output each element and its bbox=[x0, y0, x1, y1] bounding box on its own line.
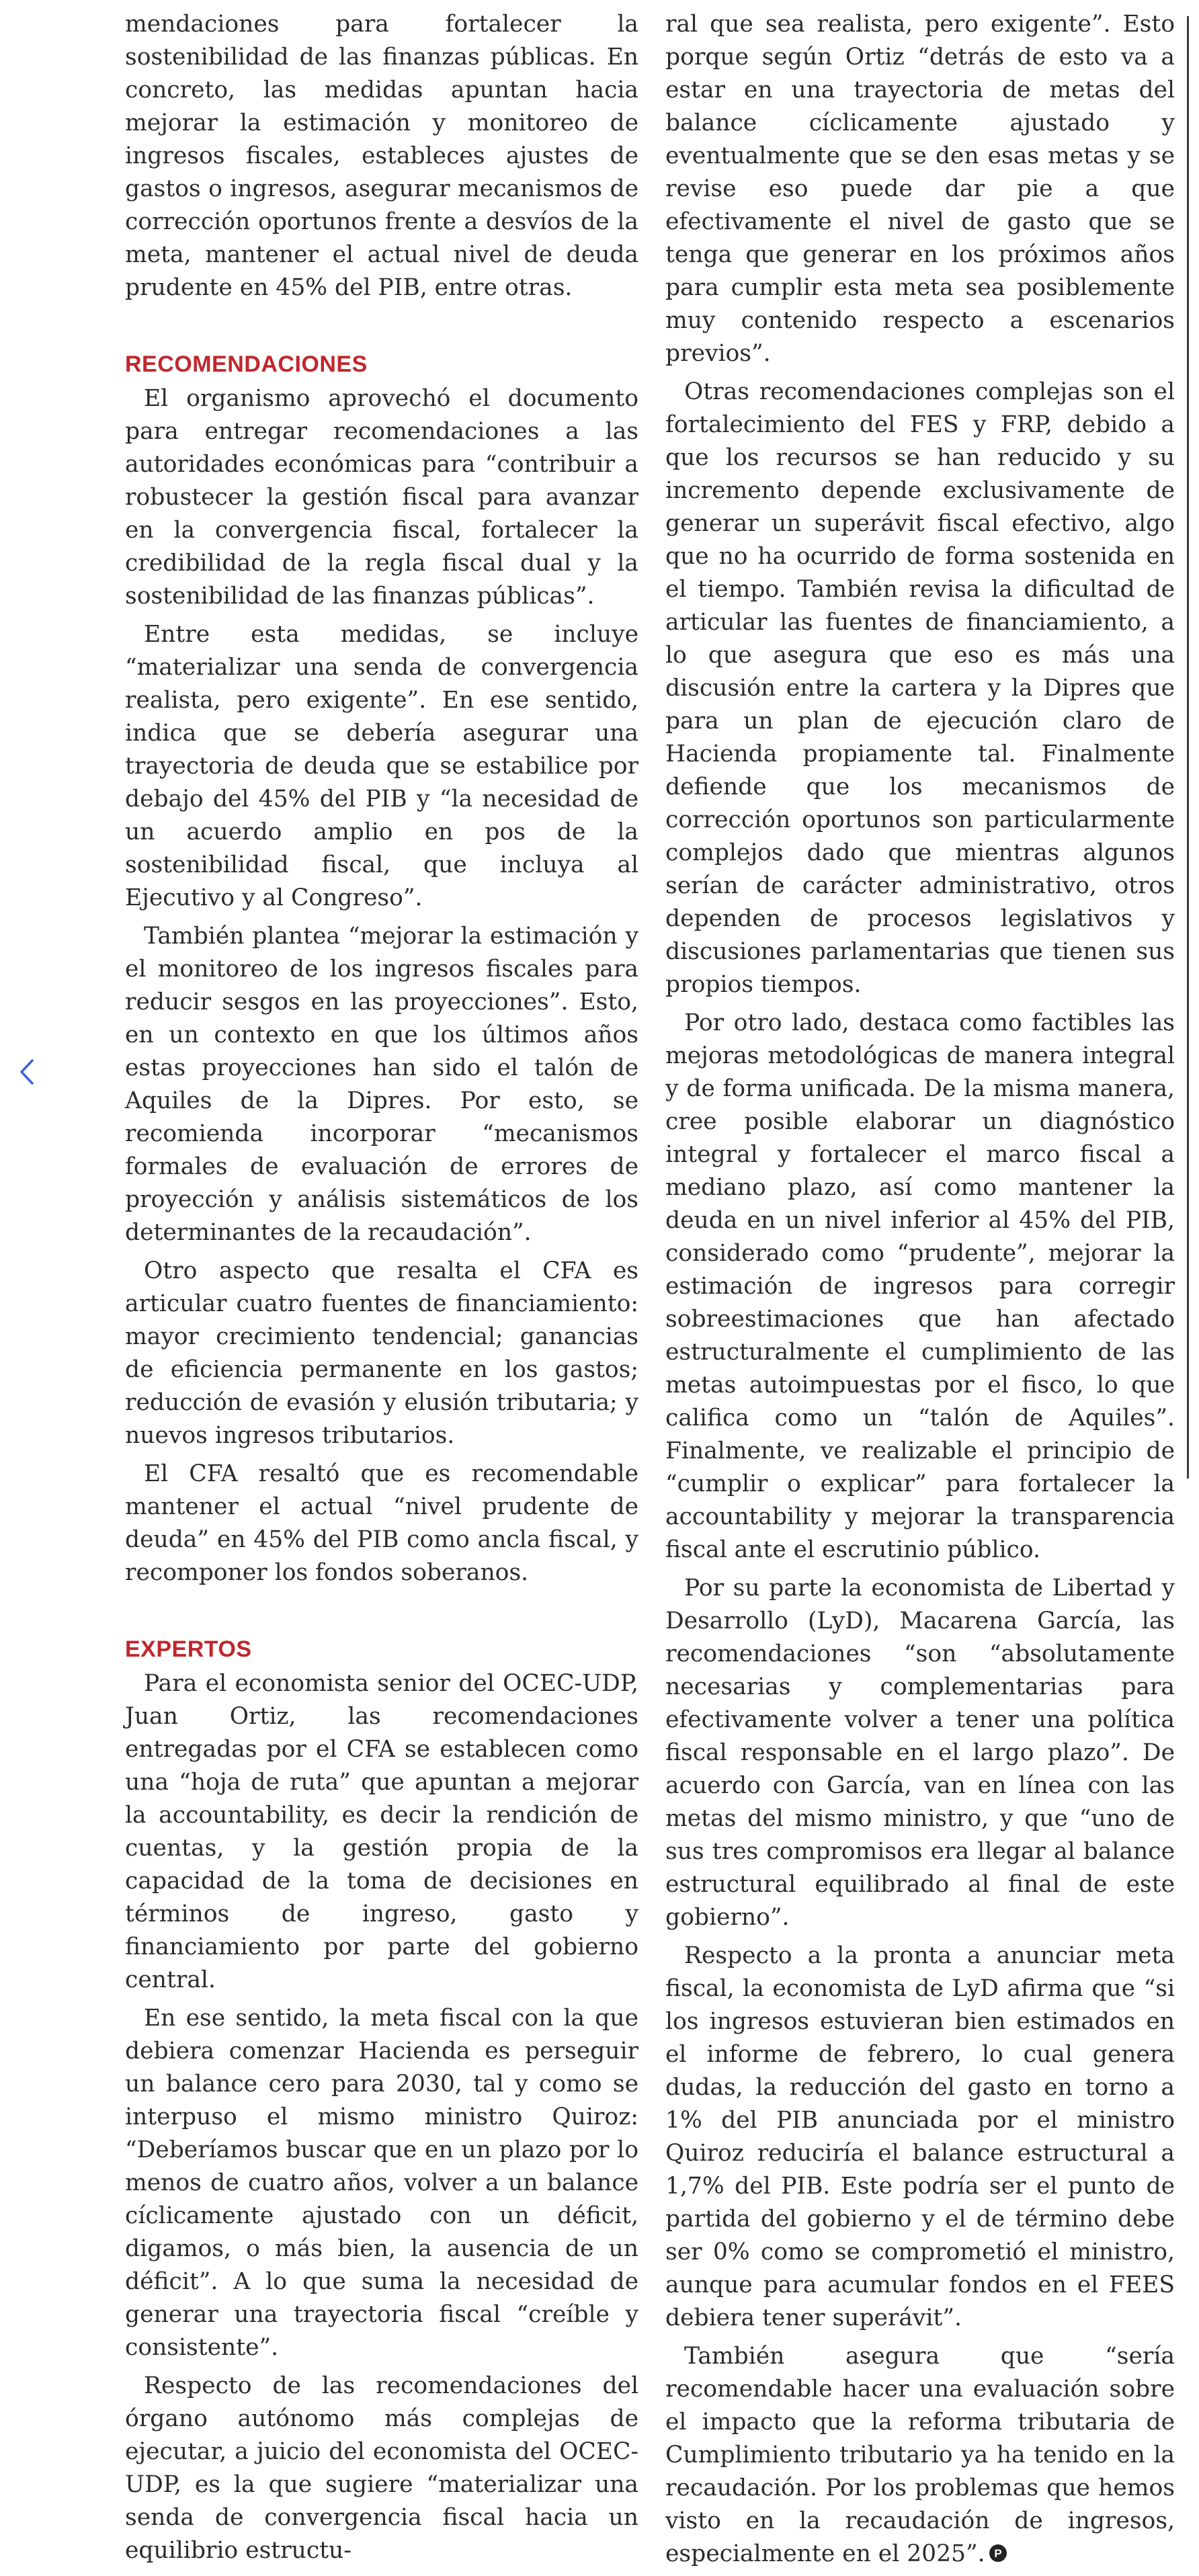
section-heading-recomendaciones: RECOMENDACIONES bbox=[125, 351, 368, 377]
article-end-mark-icon bbox=[989, 2544, 1007, 2562]
column-divider bbox=[1187, 16, 1189, 1479]
paragraph: El organismo aprovechó el documento para entregar recomendaciones a las autoridades económicas para “contribuir a robustecer la gestión fiscal para avanzar en la convergencia fiscal, fortalecer la credibilidad de la regla fiscal dual y la sostenibilidad de las finanzas públicas”. bbox=[125, 385, 638, 610]
section-heading-expertos: EXPERTOS bbox=[125, 1636, 252, 1662]
paragraph: Otras recomendaciones complejas son el fortalecimiento del FES y FRP, debido a que los recursos se han reducido y su incremento depende exclusivamente de generar un superávit fiscal efectivo, algo que no ha ocurrido de forma sostenida en el tiempo. También revisa la dificultad de articular las fuentes de financiamiento, a lo que asegura que eso es más una discusión entre la cartera y la Dipres que para un plan de ejecución claro de Hacienda propiamente tal. Finalmente defiende que los mecanismos de corrección oportunos son particularmente complejos dado que mientras algunos serían de carácter administrativo, otros dependen de procesos legislativos y discusiones parlamentarias que tienen sus propios tiempos. bbox=[665, 378, 1175, 998]
paragraph: Para el economista senior del OCEC-UDP, Juan Ortiz, las recomendaciones entregadas por el CFA se establecen como una “hoja de ruta” que apuntan a mejorar la accountability, es decir la rendición de cuentas, y la gestión propia de la capacidad de la toma de decisiones en términos de ingreso, gasto y financiamiento por parte del gobierno central. bbox=[125, 1670, 638, 1993]
paragraph: Otro aspecto que resalta el CFA es articular cuatro fuentes de financiamiento: mayor crecimiento tendencial; ganancias de eficiencia permanente en los gastos; reducción de evasión y elusión tributaria; y nuevos ingresos tributarios. bbox=[125, 1257, 638, 1449]
paragraph: Por otro lado, destaca como factibles las mejoras metodológicas de manera integral y de forma unificada. De la misma manera, cree posible elaborar un diagnóstico integral y fortalecer el marco fiscal a mediano plazo, así como mantener la deuda en un nivel inferior al 45% del PIB, considerado como “prudente”, mejorar la estimación de ingresos para corregir sobreestimaciones que han afectado estructuralmente el cumplimiento de las metas autoimpuestas por el fisco, lo que califica como un “talón de Aquiles”. Finalmente, ve realizable el principio de “cumplir o explicar” para fortalecer la accountability y mejorar la transparencia fiscal ante el escrutinio público. bbox=[665, 1009, 1175, 1563]
paragraph: En ese sentido, la meta fiscal con la que debiera comenzar Hacienda es perseguir un balance cero para 2030, tal y como se interpuso el mismo ministro Quiroz: “Deberíamos buscar que en un plazo por lo menos de cuatro años, volver a un balance cíclicamente ajustado con un déficit, digamos, o más bien, la ausencia de un déficit”. A lo que suma la necesidad de generar una trayectoria fiscal “creíble y consistente”. bbox=[125, 2005, 638, 2361]
paragraph: mendaciones para fortalecer la sostenibilidad de las finanzas públicas. En concreto, las medidas apuntan hacia mejorar la estimación y monitoreo de ingresos fiscales, estableces ajustes de gastos o ingresos, asegurar mecanismos de corrección oportunos frente a desvíos de la meta, mantener el actual nivel de deuda prudente en 45% del PIB, entre otras. bbox=[125, 11, 638, 301]
paragraph: Respecto de las recomendaciones del órgano autónomo más complejas de ejecutar, a juicio del economista del OCEC-UDP, es la que sugiere “materializar una senda de convergencia fiscal hacia un equilibrio estructu- bbox=[125, 2372, 638, 2564]
paragraph: También plantea “mejorar la estimación y el monitoreo de los ingresos fiscales para reducir sesgos en las proyecciones”. Esto, en un contexto en que los últimos años estas proyecciones han sido el talón de Aquiles de la Dipres. Por esto, se recomienda incorporar “mecanismos formales de evaluación de errores de proyección y análisis sistemáticos de los determinantes de la recaudación”. bbox=[125, 923, 638, 1246]
chevron-left-icon[interactable] bbox=[13, 1055, 40, 1089]
paragraph: ral que sea realista, pero exigente”. Esto porque según Ortiz “detrás de esto va a estar en una trayectoria de metas del balance cíclicamente ajustado y eventualmente que se den esas metas y se revise eso puede dar pie a que efectivamente el nivel de gasto que se tenga que generar en los próximos años para cumplir esta meta sea posiblemente muy contenido respecto a escenarios previos”. bbox=[665, 11, 1175, 367]
svg-text:P: P bbox=[993, 2546, 1002, 2560]
paragraph: Entre esta medidas, se incluye “materializar una senda de convergencia realista, pero exigente”. En ese sentido, indica que se debería asegurar una trayectoria de deuda que se estabilice por debajo del 45% del PIB y “la necesidad de un acuerdo amplio en pos de la sostenibilidad fiscal, que incluya al Ejecutivo y al Congreso”. bbox=[125, 621, 638, 911]
paragraph-last bbox=[665, 2340, 1175, 2571]
article-left-column bbox=[125, 8, 638, 2573]
article-right-column bbox=[665, 8, 1175, 2576]
paragraph: Respecto a la pronta a anunciar meta fiscal, la economista de LyD afirma que “si los ingresos estuvieran bien estimados en el informe de febrero, lo cual genera dudas, la reducción del gasto en torno a 1% del PIB anunciada por el ministro Quiroz reduciría el balance estructural a 1,7% del PIB. Este podría ser el punto de partida del gobierno y el de término debe ser 0% como se comprometió el ministro, aunque para acumular fondos en el FEES debiera tener superávit”. bbox=[665, 1942, 1175, 2331]
paragraph: Por su parte la economista de Libertad y Desarrollo (LyD), Macarena García, las recomendaciones “son “absolutamente necesarias y complementarias para efectivamente volver a tener una política fiscal responsable en el largo plazo”. De acuerdo con García, van en línea con las metas del mismo ministro, y que “uno de sus tres compromisos era llegar al balance estructural equilibrado al final de este gobierno”. bbox=[665, 1575, 1175, 1931]
paragraph-text: También asegura que “sería recomendable hacer una evaluación sobre el impacto que la reforma tributaria de Cumplimiento tributario ya ha tenido en la recaudación. Por los problemas que hemos visto en la recaudación de ingresos, especialmente en el 2025”. bbox=[665, 2343, 1175, 2567]
paragraph: El CFA resaltó que es recomendable mantener el actual “nivel prudente de deuda” en 45% del PIB como ancla fiscal, y recomponer los fondos soberanos. bbox=[125, 1460, 638, 1586]
